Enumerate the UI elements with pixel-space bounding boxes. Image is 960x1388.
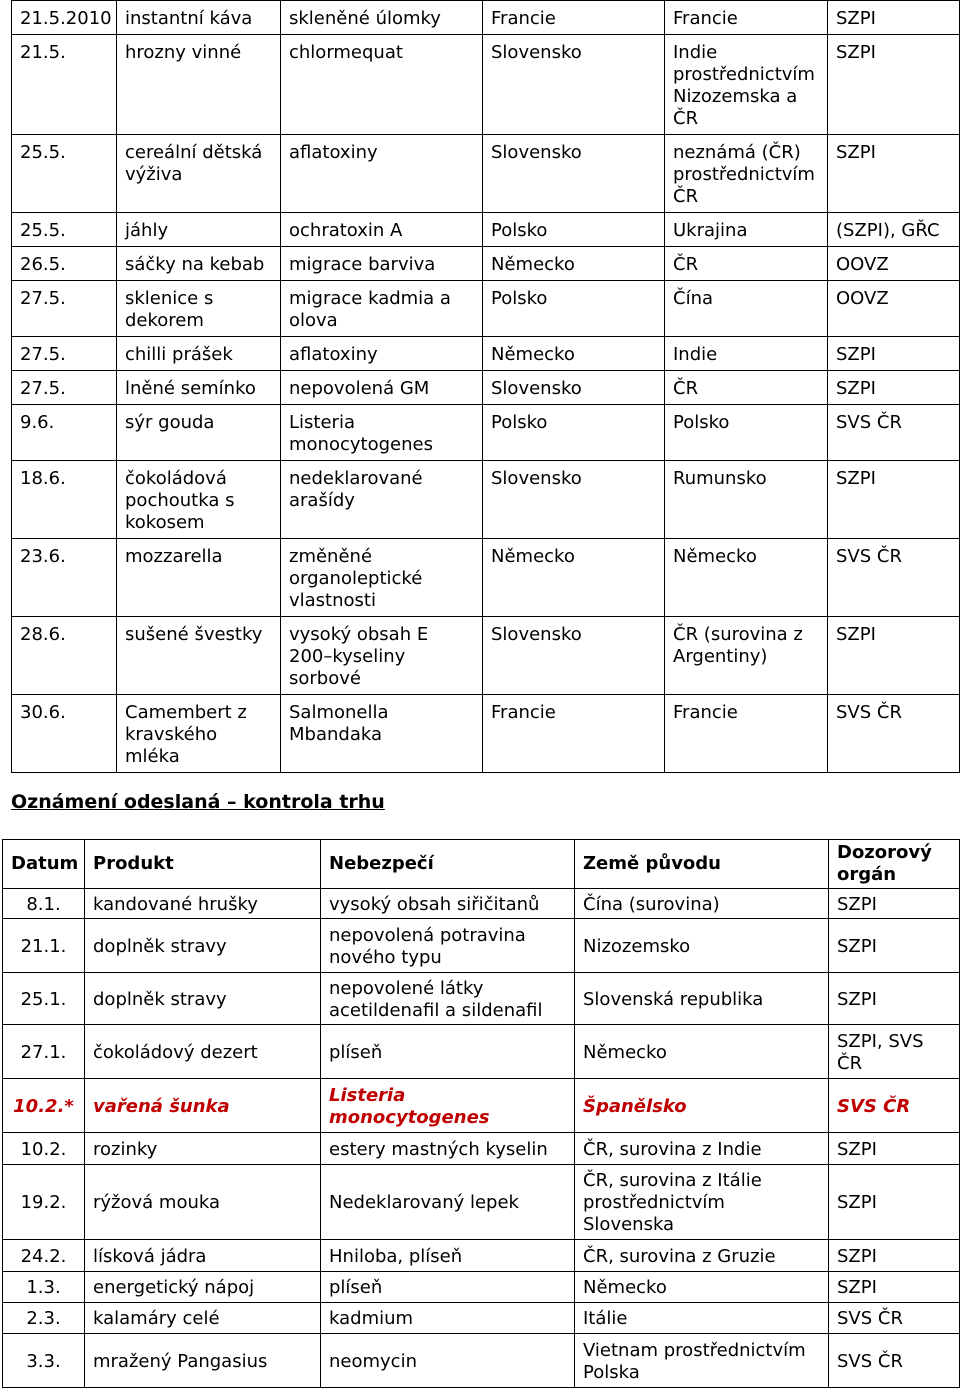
table-cell: 21.5. <box>12 35 117 135</box>
table-cell: vařená šunka <box>85 1079 321 1133</box>
table-cell: SZPI <box>828 1 960 35</box>
table-cell: 28.6. <box>12 617 117 695</box>
table-cell: aflatoxiny <box>281 135 483 213</box>
table-cell: OOVZ <box>828 281 960 337</box>
table-cell: nepovolená GM <box>281 371 483 405</box>
table-cell: 1.3. <box>3 1272 85 1303</box>
table-cell: sáčky na kebab <box>117 247 281 281</box>
table-cell: Ukrajina <box>665 213 828 247</box>
table-cell: aflatoxiny <box>281 337 483 371</box>
table-cell: Německo <box>575 1272 829 1303</box>
column-header: Datum <box>3 840 85 889</box>
table-row <box>12 337 960 371</box>
table-cell: plíseň <box>321 1272 575 1303</box>
table-cell: estery mastných kyselin <box>321 1133 575 1165</box>
table-cell: SZPI <box>829 973 960 1025</box>
table-row <box>12 247 960 281</box>
table-row <box>12 539 960 617</box>
table-cell: 24.2. <box>3 1240 85 1272</box>
table-cell: rozinky <box>85 1133 321 1165</box>
table-cell: mražený Pangasius <box>85 1334 321 1388</box>
table-row <box>3 1165 960 1240</box>
table-row <box>12 281 960 337</box>
table-cell: Německo <box>483 539 665 617</box>
table-cell: vysoký obsah siřičitanů <box>321 889 575 919</box>
table-cell: kadmium <box>321 1303 575 1334</box>
table-cell: energetický nápoj <box>85 1272 321 1303</box>
table-cell: 3.3. <box>3 1334 85 1388</box>
table-cell: 10.2.* <box>3 1079 85 1133</box>
table-cell: sklenice s dekorem <box>117 281 281 337</box>
table-cell: SVS ČR <box>828 539 960 617</box>
table-cell: Slovensko <box>483 135 665 213</box>
table-cell: 27.5. <box>12 337 117 371</box>
table-cell: 2.3. <box>3 1303 85 1334</box>
table-cell: SZPI <box>829 889 960 919</box>
table-row <box>3 1334 960 1388</box>
table-cell: SVS ČR <box>828 695 960 773</box>
table-cell: Čína (surovina) <box>575 889 829 919</box>
table-cell: 8.1. <box>3 889 85 919</box>
table-cell: 18.6. <box>12 461 117 539</box>
column-header: Produkt <box>85 840 321 889</box>
table-cell: ČR, surovina z Indie <box>575 1133 829 1165</box>
table-cell: SZPI <box>828 135 960 213</box>
table-cell: Itálie <box>575 1303 829 1334</box>
table-cell: nedeklarované arašídy <box>281 461 483 539</box>
table-cell: sušené švestky <box>117 617 281 695</box>
table-cell: 21.1. <box>3 919 85 973</box>
table-cell: Čína <box>665 281 828 337</box>
table-cell: SVS ČR <box>828 405 960 461</box>
table-cell: 9.6. <box>12 405 117 461</box>
table-cell: Polsko <box>483 405 665 461</box>
table-cell: 21.5.2010 <box>12 1 117 35</box>
table-cell: 30.6. <box>12 695 117 773</box>
table-row <box>3 919 960 973</box>
table-cell: vysoký obsah E 200–kyseliny sorbové <box>281 617 483 695</box>
table-cell: SZPI <box>828 35 960 135</box>
table-header-row <box>3 840 960 889</box>
table-cell: SZPI <box>829 1240 960 1272</box>
table-cell: neomycin <box>321 1334 575 1388</box>
table-cell: ČR <box>665 247 828 281</box>
table-cell: Německo <box>483 247 665 281</box>
table-cell: migrace barviva <box>281 247 483 281</box>
table-cell: 25.5. <box>12 135 117 213</box>
table-cell: plíseň <box>321 1025 575 1079</box>
table-cell: SZPI <box>829 919 960 973</box>
table-cell: 10.2. <box>3 1133 85 1165</box>
table-bottom <box>2 839 960 1388</box>
table-row <box>3 1272 960 1303</box>
table-cell: nepovolená potravina nového typu <box>321 919 575 973</box>
table-top <box>11 0 960 773</box>
table-cell: SZPI <box>829 1165 960 1240</box>
table-row <box>3 1079 960 1133</box>
table-cell: Španělsko <box>575 1079 829 1133</box>
table-row <box>12 213 960 247</box>
table-cell: Nedeklarovaný lepek <box>321 1165 575 1240</box>
table-cell: Německo <box>665 539 828 617</box>
table-cell: 25.1. <box>3 973 85 1025</box>
table-cell: Vietnam prostřednictvím Polska <box>575 1334 829 1388</box>
table-cell: SZPI, SVS ČR <box>829 1025 960 1079</box>
table-cell: Francie <box>483 695 665 773</box>
table-cell: Listeria monocytogenes <box>281 405 483 461</box>
table-cell: doplněk stravy <box>85 919 321 973</box>
table-cell: Rumunsko <box>665 461 828 539</box>
table-cell: ČR, surovina z Itálie prostřednictvím Slovenska <box>575 1165 829 1240</box>
table-cell: Listeria monocytogenes <box>321 1079 575 1133</box>
table-cell: chilli prášek <box>117 337 281 371</box>
table-cell: sýr gouda <box>117 405 281 461</box>
table-cell: OOVZ <box>828 247 960 281</box>
table-cell: Slovensko <box>483 617 665 695</box>
table-cell: Slovensko <box>483 371 665 405</box>
table-row <box>12 617 960 695</box>
table-cell: SZPI <box>828 337 960 371</box>
table-row <box>3 1303 960 1334</box>
table-row <box>12 405 960 461</box>
table-cell: lněné semínko <box>117 371 281 405</box>
column-header: Dozorový orgán <box>829 840 960 889</box>
table-cell: SVS ČR <box>829 1334 960 1388</box>
table-row <box>12 461 960 539</box>
table-row <box>3 1025 960 1079</box>
table-cell: čokoládový dezert <box>85 1025 321 1079</box>
table-cell: instantní káva <box>117 1 281 35</box>
table-cell: kandované hrušky <box>85 889 321 919</box>
table-row <box>12 371 960 405</box>
table-cell: chlormequat <box>281 35 483 135</box>
column-header: Nebezpečí <box>321 840 575 889</box>
table-row <box>3 889 960 919</box>
table-cell: Francie <box>483 1 665 35</box>
table-cell: Německo <box>575 1025 829 1079</box>
table-cell: mozzarella <box>117 539 281 617</box>
table-row <box>3 1240 960 1272</box>
table-cell: SVS ČR <box>829 1303 960 1334</box>
table-cell: lísková jádra <box>85 1240 321 1272</box>
table-cell: Polsko <box>665 405 828 461</box>
table-cell: Německo <box>483 337 665 371</box>
table-cell: neznámá (ČR) prostřednictvím ČR <box>665 135 828 213</box>
table-cell: Camembert z kravského mléka <box>117 695 281 773</box>
table-cell: SZPI <box>828 371 960 405</box>
table-cell: rýžová mouka <box>85 1165 321 1240</box>
table-cell: nepovolené látky acetildenafil a sildenafil <box>321 973 575 1025</box>
table-cell: 23.6. <box>12 539 117 617</box>
table-cell: SZPI <box>828 461 960 539</box>
table-cell: (SZPI), GŘC <box>828 213 960 247</box>
table-cell: Francie <box>665 1 828 35</box>
table-cell: kalamáry celé <box>85 1303 321 1334</box>
table-cell: SZPI <box>829 1272 960 1303</box>
table-cell: Slovensko <box>483 35 665 135</box>
table-cell: Slovenská republika <box>575 973 829 1025</box>
table-cell: 27.5. <box>12 281 117 337</box>
table-row <box>12 35 960 135</box>
section-title: Oznámení odeslaná – kontrola trhu <box>11 791 385 813</box>
table-cell: Polsko <box>483 281 665 337</box>
table-cell: 27.1. <box>3 1025 85 1079</box>
table-cell: změněné organoleptické vlastnosti <box>281 539 483 617</box>
table-cell: migrace kadmia a olova <box>281 281 483 337</box>
table-cell: čokoládová pochoutka s kokosem <box>117 461 281 539</box>
table-cell: 19.2. <box>3 1165 85 1240</box>
table-cell: Slovensko <box>483 461 665 539</box>
table-cell: 26.5. <box>12 247 117 281</box>
table-cell: Indie <box>665 337 828 371</box>
table-cell: hrozny vinné <box>117 35 281 135</box>
table-cell: 25.5. <box>12 213 117 247</box>
table-cell: Francie <box>665 695 828 773</box>
table-cell: SVS ČR <box>829 1079 960 1133</box>
table-cell: ČR <box>665 371 828 405</box>
table-row <box>3 1133 960 1165</box>
table-cell: doplněk stravy <box>85 973 321 1025</box>
table-cell: jáhly <box>117 213 281 247</box>
table-row <box>3 973 960 1025</box>
table-cell: ČR, surovina z Gruzie <box>575 1240 829 1272</box>
table-cell: Nizozemsko <box>575 919 829 973</box>
table-cell: skleněné úlomky <box>281 1 483 35</box>
table-row <box>12 1 960 35</box>
table-cell: 27.5. <box>12 371 117 405</box>
table-cell: Polsko <box>483 213 665 247</box>
column-header: Země původu <box>575 840 829 889</box>
table-cell: SZPI <box>828 617 960 695</box>
table-cell: ochratoxin A <box>281 213 483 247</box>
table-cell: Salmonella Mbandaka <box>281 695 483 773</box>
table-cell: SZPI <box>829 1133 960 1165</box>
table-cell: cereální dětská výživa <box>117 135 281 213</box>
table-cell: Indie prostřednictvím Nizozemska a ČR <box>665 35 828 135</box>
table-cell: ČR (surovina z Argentiny) <box>665 617 828 695</box>
table-row <box>12 695 960 773</box>
table-row <box>12 135 960 213</box>
table-cell: Hniloba, plíseň <box>321 1240 575 1272</box>
